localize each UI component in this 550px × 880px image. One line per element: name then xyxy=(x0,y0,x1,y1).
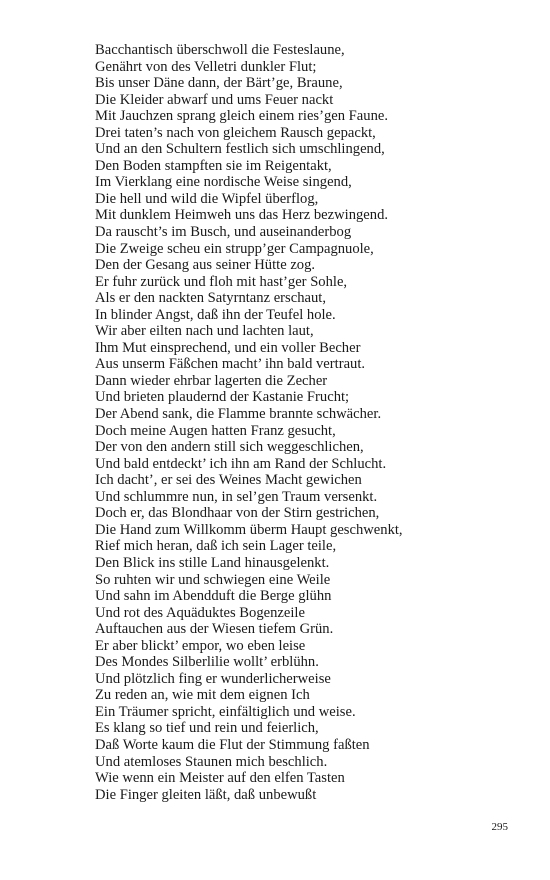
page-number: 295 xyxy=(491,821,508,833)
poem-line: Den Boden stampften sie im Reigentakt, xyxy=(95,157,332,174)
poem-line: Drei taten’s nach von gleichem Rausch gepackt, xyxy=(95,124,376,141)
poem-line: Auftauchen aus der Wiesen tiefem Grün. xyxy=(95,621,334,638)
poem-line: Der Abend sank, die Flamme brannte schwächer. xyxy=(95,406,382,423)
poem-line: Genährt von des Velletri dunkler Flut; xyxy=(95,58,317,75)
poem-line: Wir aber eilten nach und lachten laut, xyxy=(95,323,314,340)
poem-line: Bacchantisch überschwoll die Festeslaune, xyxy=(95,42,345,58)
poem-line: Des Mondes Silberlilie wollt’ erblühn. xyxy=(95,654,319,671)
poem-line: Der von den andern still sich weggeschlichen, xyxy=(95,439,364,456)
poem-line: Die Finger gleiten läßt, daß unbewußt xyxy=(95,786,317,803)
poem-line: Und plötzlich fing er wunderlicherweise xyxy=(95,670,331,687)
poem-text xyxy=(95,42,515,803)
poem-line: Aus unserm Fäßchen macht’ ihn bald vertraut. xyxy=(95,356,366,373)
poem-line: Daß Worte kaum die Flut der Stimmung faßten xyxy=(95,736,370,753)
poem-line: Wie wenn ein Meister auf den elfen Tasten xyxy=(95,770,345,787)
poem-line: Die Hand zum Willkomm überm Haupt geschwenkt, xyxy=(95,521,403,538)
poem-line: Zu reden an, wie mit dem eignen Ich xyxy=(95,687,310,704)
poem-line: Rief mich heran, daß ich sein Lager teile, xyxy=(95,538,337,555)
poem-line: Die hell und wild die Wipfel überflog, xyxy=(95,190,319,207)
poem-line: Und atemloses Staunen mich beschlich. xyxy=(95,753,328,770)
poem-line: Und rot des Aquäduktes Bogenzeile xyxy=(95,604,305,621)
poem-line: Ihm Mut einsprechend, und ein voller Becher xyxy=(95,339,361,356)
poem-line: Da rauscht’s im Busch, und auseinanderbog xyxy=(95,224,352,241)
poem-line: Doch meine Augen hatten Franz gesucht, xyxy=(95,422,336,439)
poem-line: Und schlummre nun, in sel’gen Traum versenkt. xyxy=(95,488,378,505)
poem-line: Er fuhr zurück und floh mit hast’ger Sohle, xyxy=(95,273,348,290)
poem-line: Und an den Schultern festlich sich umschlingend, xyxy=(95,141,385,158)
poem-line: Dann wieder ehrbar lagerten die Zecher xyxy=(95,372,328,389)
poem-line: Doch er, das Blondhaar von der Stirn gestrichen, xyxy=(95,505,380,522)
poem-line: Im Vierklang eine nordische Weise singend, xyxy=(95,174,352,191)
poem-line: Ein Träumer spricht, einfältiglich und weise. xyxy=(95,703,356,720)
poem-line: Den der Gesang aus seiner Hütte zog. xyxy=(95,257,316,274)
poem-line: Die Kleider abwarf und ums Feuer nackt xyxy=(95,91,334,108)
poem-line: Er aber blickt’ empor, wo eben leise xyxy=(95,637,306,654)
poem-line: Als er den nackten Satyrntanz erschaut, xyxy=(95,290,326,307)
poem-line: Die Zweige scheu ein strupp’ger Campagnuole, xyxy=(95,240,374,257)
poem-line: Bis unser Däne dann, der Bärt’ge, Braune, xyxy=(95,75,343,92)
poem-line: Es klang so tief und rein und feierlich, xyxy=(95,720,319,737)
poem-line: In blinder Angst, daß ihn der Teufel hole. xyxy=(95,306,336,323)
poem-line: Ich dacht’, er sei des Weines Macht gewichen xyxy=(95,472,362,489)
poem-line: Und bald entdeckt’ ich ihn am Rand der Schlucht. xyxy=(95,455,387,472)
poem-line: Und sahn im Abendduft die Berge glühn xyxy=(95,588,332,605)
poem-line: So ruhten wir und schwiegen eine Weile xyxy=(95,571,331,588)
poem-line: Mit dunklem Heimweh uns das Herz bezwingend. xyxy=(95,207,389,224)
poem-line: Mit Jauchzen sprang gleich einem ries’gen Faune. xyxy=(95,108,388,125)
poem-line: Den Blick ins stille Land hinausgelenkt. xyxy=(95,554,330,571)
poem-line: Und brieten plaudernd der Kastanie Frucht; xyxy=(95,389,350,406)
